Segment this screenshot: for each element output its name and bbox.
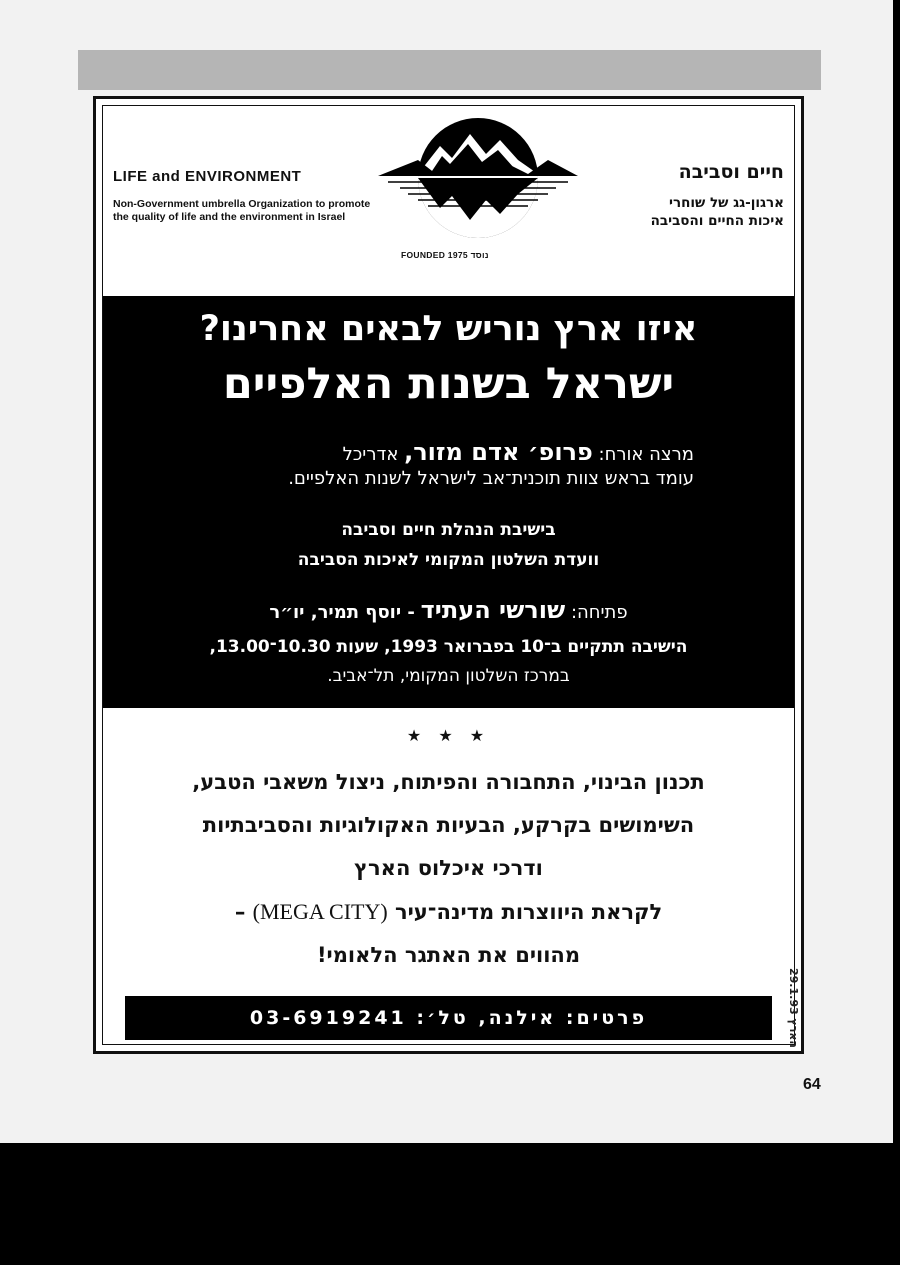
org-hebrew-title: חיים וסביבה [678,161,784,183]
page-number: 64 [803,1076,821,1093]
lecturer-suffix: אדריכל [342,444,399,465]
meeting-date: הישיבה תתקיים ב־10 בפברואר 1993, שעות 10.30־13.00, [209,637,688,657]
org-english-title: LIFE and ENVIRONMENT [113,168,302,185]
opening-line [103,596,794,624]
topics-line-4-text: לקראת היווצרות מדינה־עיר [394,900,663,924]
org-hebrew-desc-line2: איכות החיים והסביבה [650,213,784,229]
meeting-line-1: בישיבת הנהלת חיים וסביבה [341,520,556,540]
lecturer-prefix: מרצה אורח: [598,444,694,465]
topics-line-4-dash: – [234,900,246,924]
topics-line-4 [113,890,784,934]
mega-city-label: (MEGA CITY) [252,899,388,924]
advertisement-inner-border [102,105,795,1045]
topics-line-5: מהווים את האתגר הלאומי! [316,943,581,967]
lecturer-role: עומד בראש צוות תוכנית־אב לישראל לשנות האלפיים. [288,468,694,489]
opening-speaker: - יוסף תמיר, יו״ר [269,602,415,623]
topics-line-1: תכנון הבינוי, התחבורה והפיתוח, ניצול משאבי הטבע, [192,770,705,794]
headline-block [103,296,794,708]
meeting-place: במרכז השלטון המקומי, תל־אביב. [327,666,570,686]
org-hebrew-desc-line1: ארגון-גג של שוחרי [669,195,784,211]
opening-title: שורשי העתיד [420,596,566,624]
headline-title: ישראל בשנות האלפיים [222,359,675,409]
contact-details-bar: פרטים: אילנה, טל׳: 03-6919241 [125,996,772,1040]
handwritten-source-note: הארץ 29.1.93 [787,968,800,1048]
org-english-description: Non-Government umbrella Organization to promote the quality of life and the environment in Israel [113,198,371,223]
advertisement-frame [93,96,804,1054]
headline-question: איזו ארץ נוריש לבאים אחרינו? [199,309,698,349]
mountain-logo-icon [378,116,578,246]
gray-header-bar [78,50,821,90]
topics-line-3: ודרכי איכלוס הארץ [354,856,543,880]
topics-block [113,761,784,977]
guest-lecturer-line [343,438,694,466]
lecturer-name: פרופ׳ אדם מזור, [404,438,593,466]
organization-header [103,106,794,296]
founded-label: FOUNDED 1975 נוסד [401,250,489,260]
meeting-line-2: וועדת השלטון המקומי לאיכות הסביבה [297,550,600,570]
org-hebrew-description [651,194,784,230]
topics-line-2: השימושים בקרקע, הבעיות האקולוגיות והסביבתיות [202,813,695,837]
opening-prefix: פתיחה: [570,602,628,623]
star-divider: ★ ★ ★ [406,726,491,745]
